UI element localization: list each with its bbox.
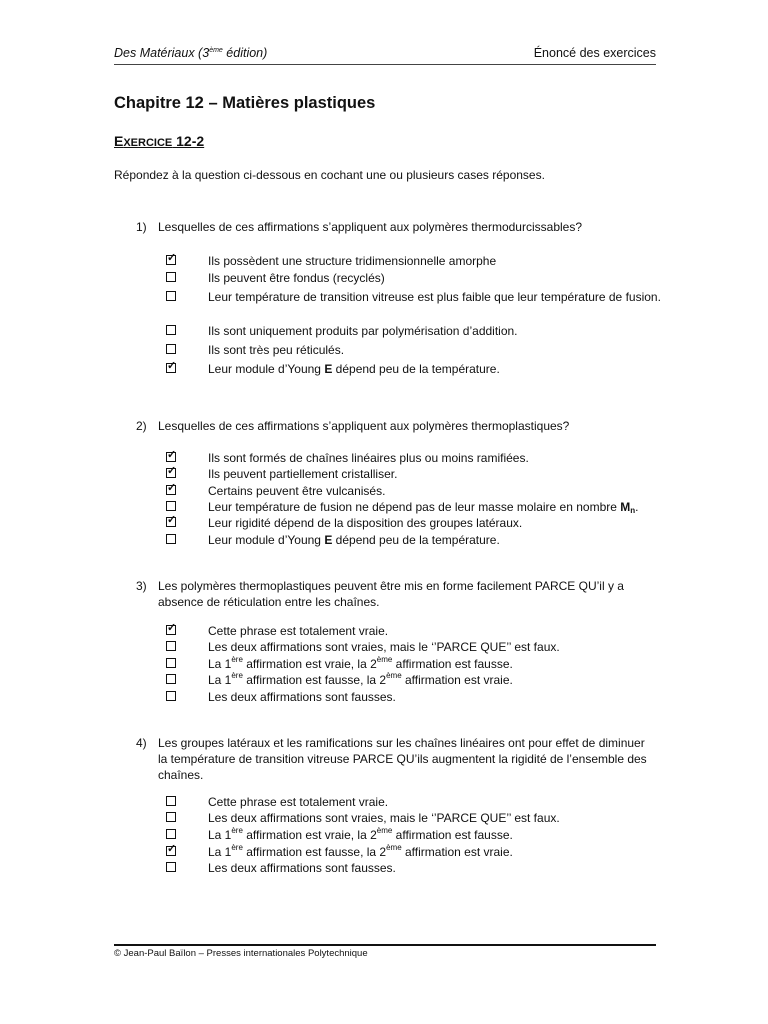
checkbox[interactable] (166, 843, 177, 856)
check-icon: ✓ (167, 252, 177, 264)
checkbox[interactable] (166, 360, 177, 373)
chapter-title: Chapitre 12 – Matières plastiques (114, 94, 376, 112)
checkbox[interactable] (166, 862, 176, 872)
checkbox[interactable] (166, 291, 176, 301)
checkbox[interactable] (166, 622, 177, 635)
question-text: Lesquelles de ces affirmations s’appliquent aux polymères thermoplastiques? (158, 419, 570, 433)
instructions: Répondez à la question ci-dessous en cochant une ou plusieurs cases réponses. (114, 168, 545, 182)
check-icon: ✓ (167, 465, 177, 477)
checkbox[interactable] (166, 796, 176, 806)
checkbox[interactable] (166, 691, 176, 701)
checkbox[interactable] (166, 534, 176, 544)
page-header (114, 46, 656, 65)
checkbox[interactable] (166, 829, 176, 839)
checkbox[interactable] (166, 465, 177, 478)
checkbox[interactable] (166, 449, 177, 462)
check-icon: ✓ (167, 360, 177, 372)
checkbox[interactable] (166, 482, 177, 495)
check-icon: ✓ (167, 514, 177, 526)
check-icon: ✓ (167, 482, 177, 494)
checkbox[interactable] (166, 641, 176, 651)
check-icon: ✓ (167, 622, 177, 634)
book-title: Des Matériaux (3ème édition) (114, 46, 268, 60)
question-text: Les groupes latéraux et les ramifications sur les chaînes linéaires ont pour effet de diminuer la température de transition vitreuse PARCE QU’ils augmentent la rigidité de l’ensemble des chaînes. (158, 736, 647, 782)
page-footer: © Jean-Paul Baïlon – Presses internationales Polytechnique (114, 944, 656, 959)
checkbox[interactable] (166, 344, 176, 354)
check-icon: ✓ (167, 449, 177, 461)
checkbox[interactable] (166, 658, 176, 668)
checkbox[interactable] (166, 674, 176, 684)
checkbox[interactable] (166, 252, 177, 265)
checkbox[interactable] (166, 812, 176, 822)
question-text: Les polymères thermoplastiques peuvent être mis en forme facilement PARCE QU’il y a absence de réticulation entre les chaînes. (158, 579, 624, 609)
question-text: Lesquelles de ces affirmations s’appliquent aux polymères thermodurcissables? (158, 220, 583, 234)
section-title: Énoncé des exercices (533, 46, 656, 60)
checkbox[interactable] (166, 325, 176, 335)
exercise-heading: EXERCICE 12-2 (114, 133, 205, 149)
checkbox[interactable] (166, 514, 177, 527)
checkbox[interactable] (166, 501, 176, 511)
check-icon: ✓ (167, 843, 177, 855)
checkbox[interactable] (166, 272, 176, 282)
